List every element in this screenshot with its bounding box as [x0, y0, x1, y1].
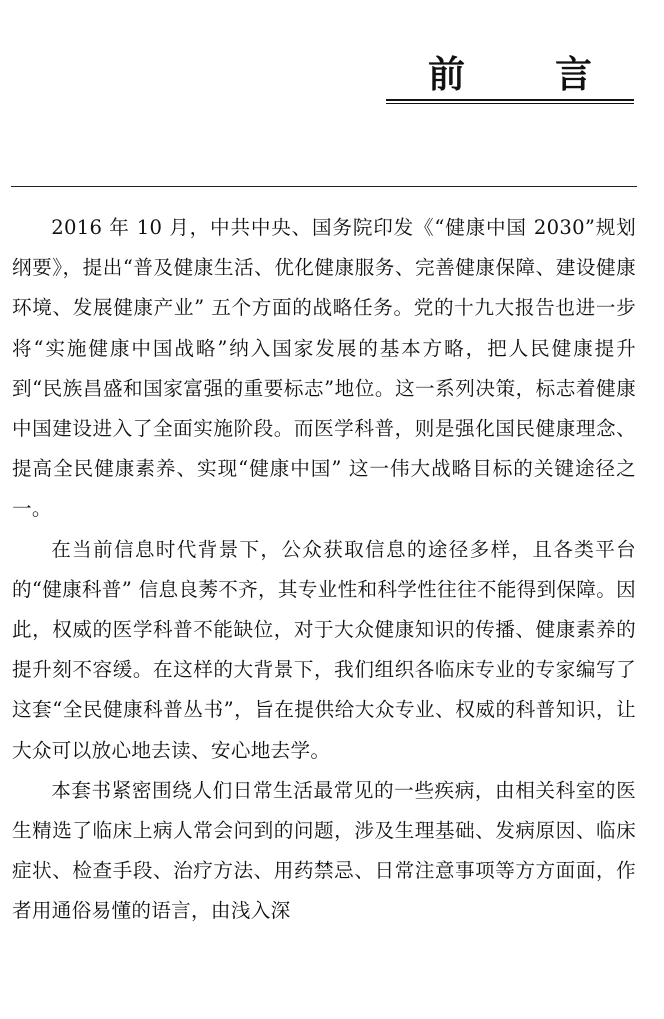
- page-title-char-1: 前: [428, 52, 465, 96]
- title-underline-thick: [386, 99, 634, 101]
- body-text: [12, 208, 636, 932]
- title-underline-thin: [386, 103, 634, 104]
- paragraph-2: 在当前信息时代背景下，公众获取信息的途径多样，且各类平台的“健康科普” 信息良莠不齐，其专业性和科学性往往不能得到保障。因此，权威的医学科普不能缺位，对于大众健康知识的传播、健康素养的提升刻不容缓。在这样的大背景下，我们组织各临床专业的专家编写了这套“全民健康科普丛书”，旨在提供给大众专业、权威的科普知识，让大众可以放心地去读、安心地去学。: [12, 537, 636, 762]
- paragraph-3: 本套书紧密围绕人们日常生活最常见的一些疾病，由相关科室的医生精选了临床上病人常会问到的问题，涉及生理基础、发病原因、临床症状、检查手段、治疗方法、用药禁忌、日常注意事项等方方面面，作者用通俗易懂的语言，由浅入深: [12, 778, 636, 923]
- paragraph-1: 2016 年 10 月，中共中央、国务院印发《“健康中国 2030”规划纲要》，提出“普及健康生活、优化健康服务、完善健康保障、建设健康环境、发展健康产业” 五个方面的战略任务。党的十九大报告也进一步将“实施健康中国战略”纳入国家发展的基本方略，把人民健康提升到“民族昌盛和国家富强的重要标志”地位。这一系列决策，标志着健康中国建设进入了全面实施阶段。而医学科普，则是强化国民健康理念、提高全民健康素养、实现“健康中国” 这一伟大战略目标的关键途径之一。: [12, 216, 636, 521]
- page-title: [386, 52, 634, 96]
- page-title-char-2: 言: [555, 52, 592, 96]
- page-header: [386, 52, 634, 104]
- header-divider: [11, 186, 637, 187]
